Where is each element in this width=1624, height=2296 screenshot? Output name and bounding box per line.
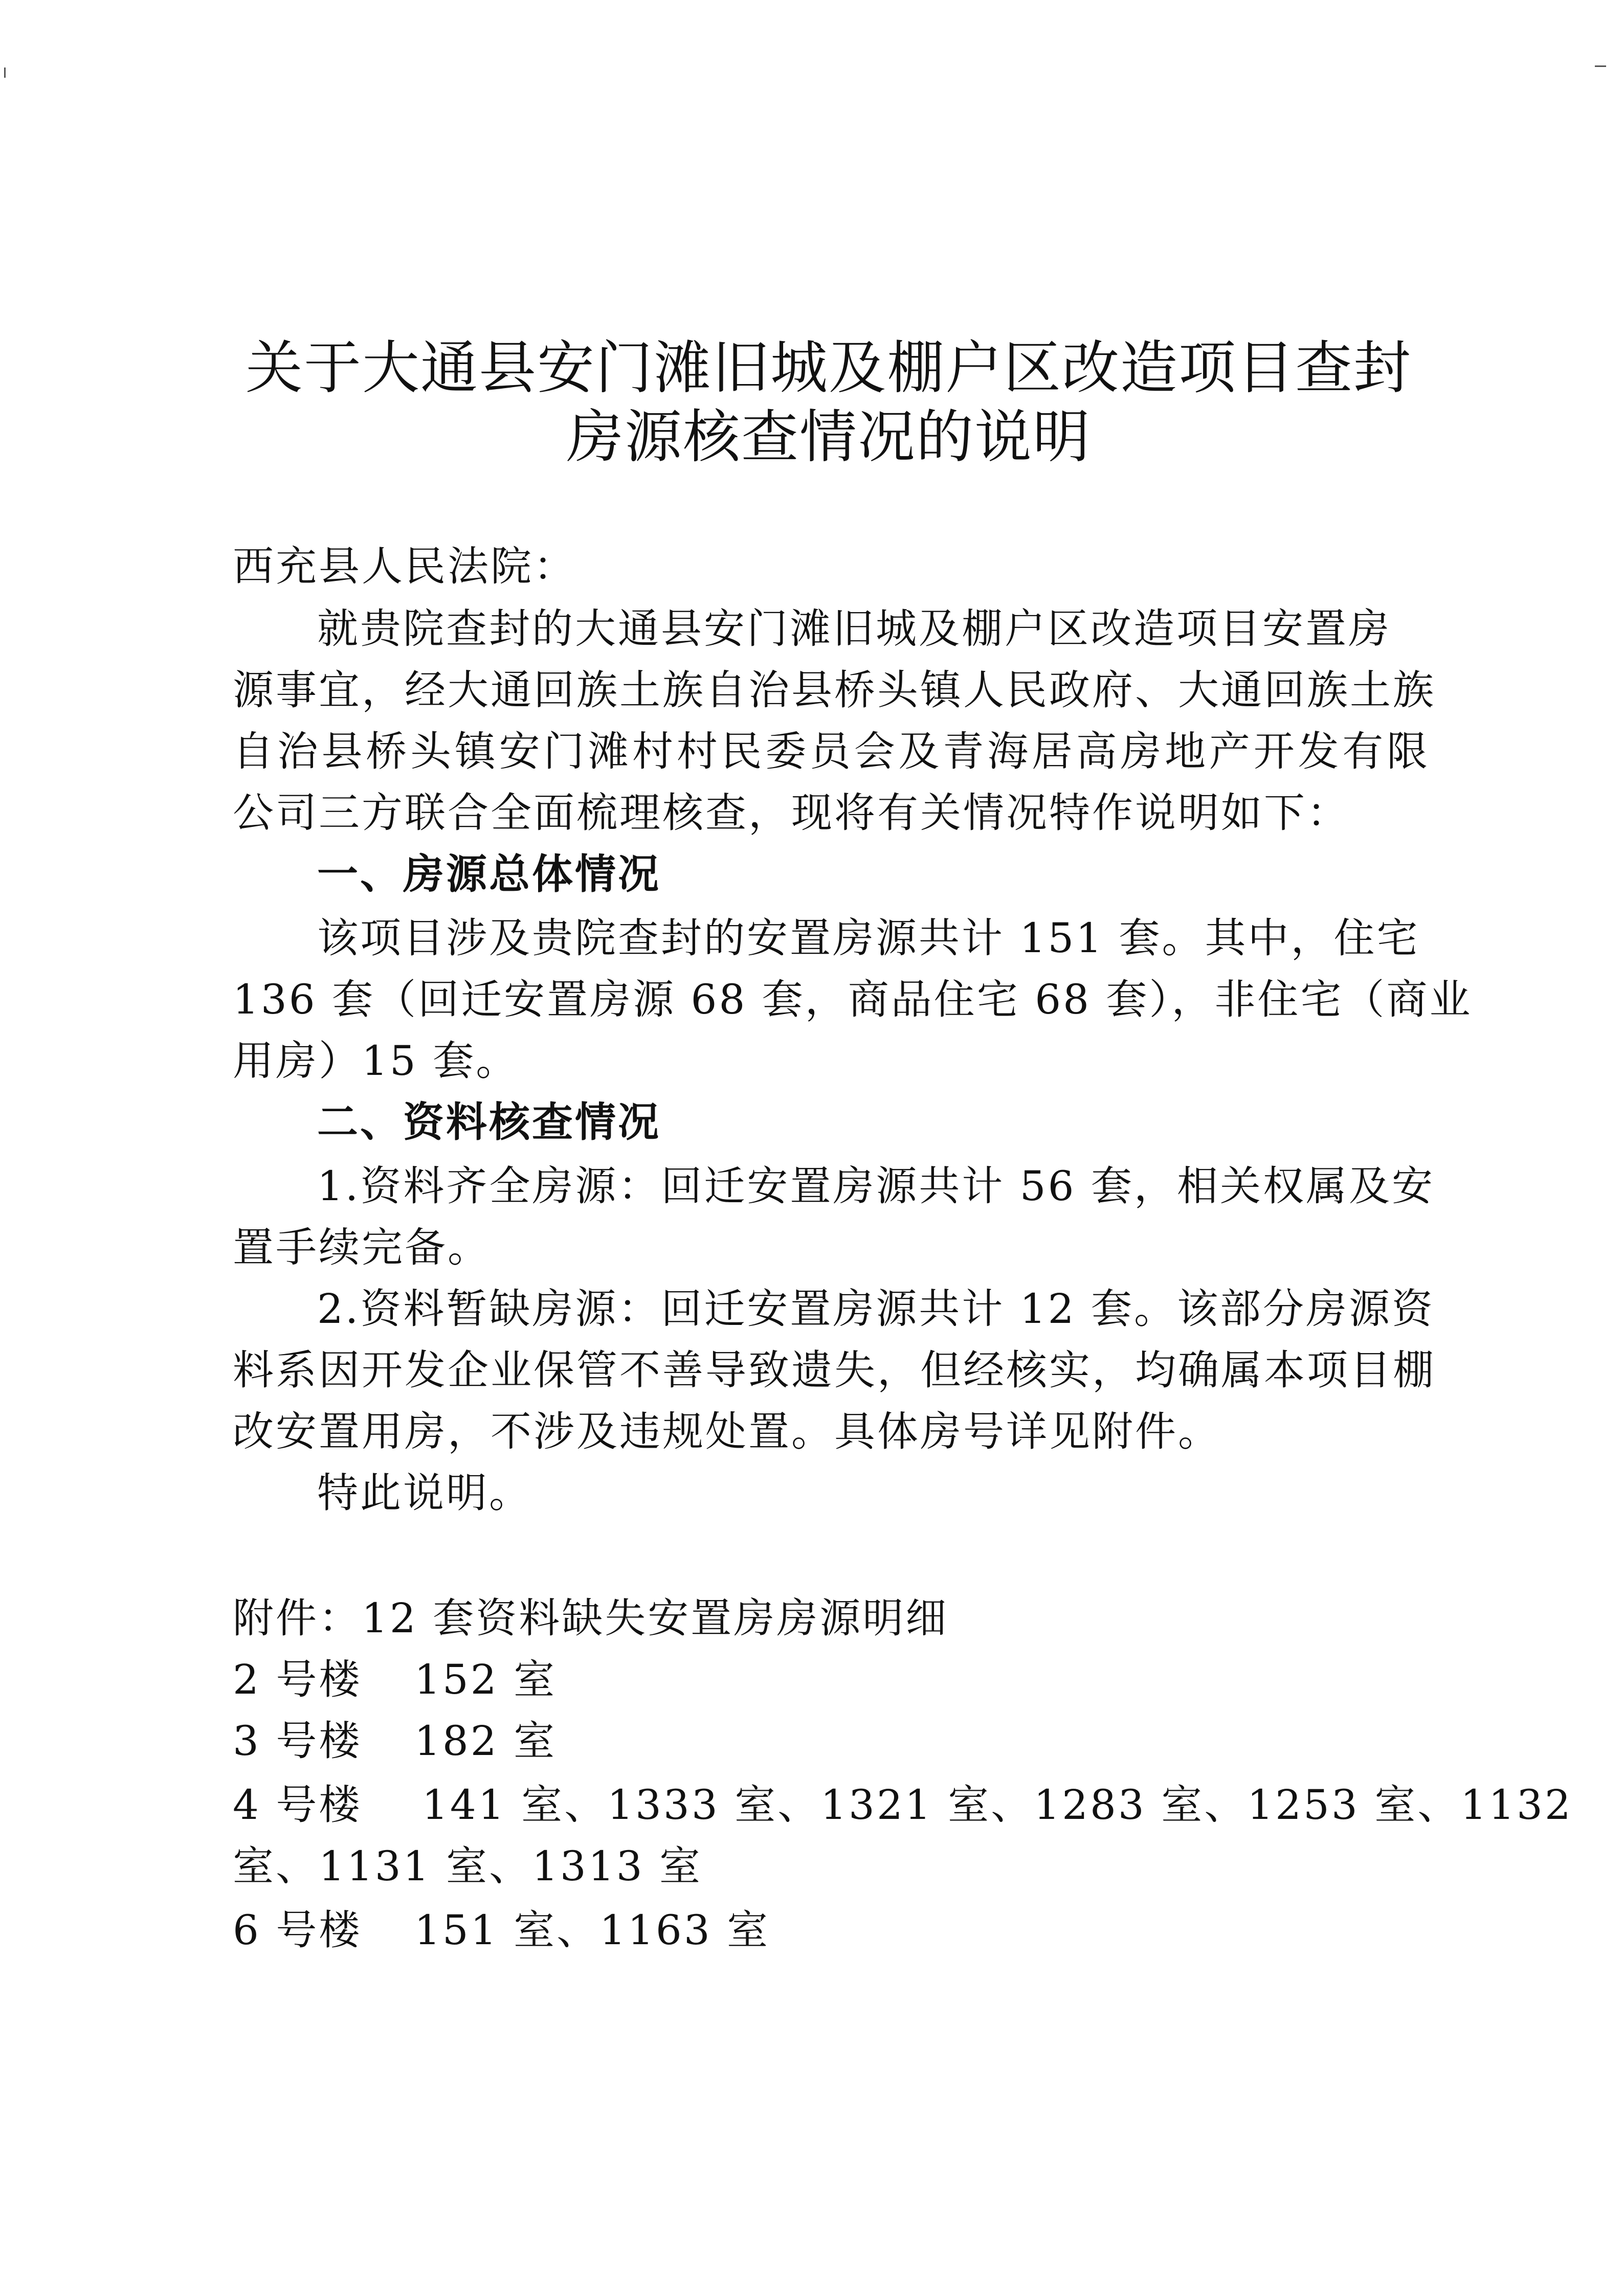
section2-item2-line-1: 2.资料暂缺房源：回迁安置房源共计 12 套。该部分房源资 — [317, 1285, 1435, 1333]
scan-mark-right — [1595, 65, 1606, 67]
attachment-title: 附件：12 套资料缺失安置房房源明细 — [233, 1594, 949, 1642]
room-list: 182 室 — [414, 1717, 557, 1765]
room-list: 141 室、1333 室、1321 室、1283 室、1253 室、1132 — [422, 1781, 1573, 1829]
closing-text: 特此说明。 — [317, 1469, 532, 1517]
section2-heading: 二、资料核查情况 — [317, 1098, 661, 1146]
intro-line-4: 公司三方联合全面梳理核查，现将有关情况特作说明如下： — [233, 789, 1350, 837]
section2-item1-line-1: 1.资料齐全房源：回迁安置房源共计 56 套，相关权属及安 — [317, 1162, 1435, 1210]
document-title-line2: 房源核查情况的说明 — [566, 404, 1091, 470]
section1-line-2: 136 套（回迁安置房源 68 套，商品住宅 68 套），非住宅（商业 — [233, 976, 1473, 1023]
attachment-row — [233, 1654, 557, 1705]
addressee: 西充县人民法院： — [233, 543, 576, 590]
section1-line-1: 该项目涉及贵院查封的安置房源共计 151 套。其中，住宅 — [317, 914, 1420, 962]
scan-mark-left — [4, 67, 6, 78]
attachment-row — [233, 1780, 1573, 1831]
building-label: 2 号楼 — [233, 1656, 362, 1703]
room-list: 152 室 — [414, 1656, 557, 1703]
section1-heading: 一、房源总体情况 — [317, 850, 661, 898]
building-label: 3 号楼 — [233, 1717, 362, 1765]
room-list: 151 室、1163 室 — [414, 1906, 770, 1954]
intro-line-1: 就贵院查封的大通县安门滩旧城及棚户区改造项目安置房 — [317, 605, 1391, 652]
section1-line-3: 用房）15 套。 — [233, 1037, 519, 1085]
attachment-row — [233, 1905, 770, 1956]
section2-item2-line-3: 改安置用房，不涉及违规处置。具体房号详见附件。 — [233, 1408, 1221, 1455]
intro-line-3: 自治县桥头镇安门滩村村民委员会及青海居高房地产开发有限 — [233, 728, 1430, 775]
document-title-line1: 关于大通县安门滩旧城及棚户区改造项目查封 — [246, 335, 1412, 401]
section2-item2-line-2: 料系因开发企业保管不善导致遗失，但经核实，均确属本项目棚 — [233, 1346, 1436, 1394]
attachment-row-continued — [233, 1841, 702, 1892]
building-label: 4 号楼 — [233, 1781, 362, 1829]
attachment-row — [233, 1716, 557, 1767]
room-list-continued: 室、1131 室、1313 室 — [233, 1842, 703, 1890]
section2-item1-line-2: 置手续完备。 — [233, 1224, 491, 1271]
intro-line-2: 源事宜，经大通回族土族自治县桥头镇人民政府、大通回族土族 — [233, 666, 1436, 714]
building-label: 6 号楼 — [233, 1906, 362, 1954]
